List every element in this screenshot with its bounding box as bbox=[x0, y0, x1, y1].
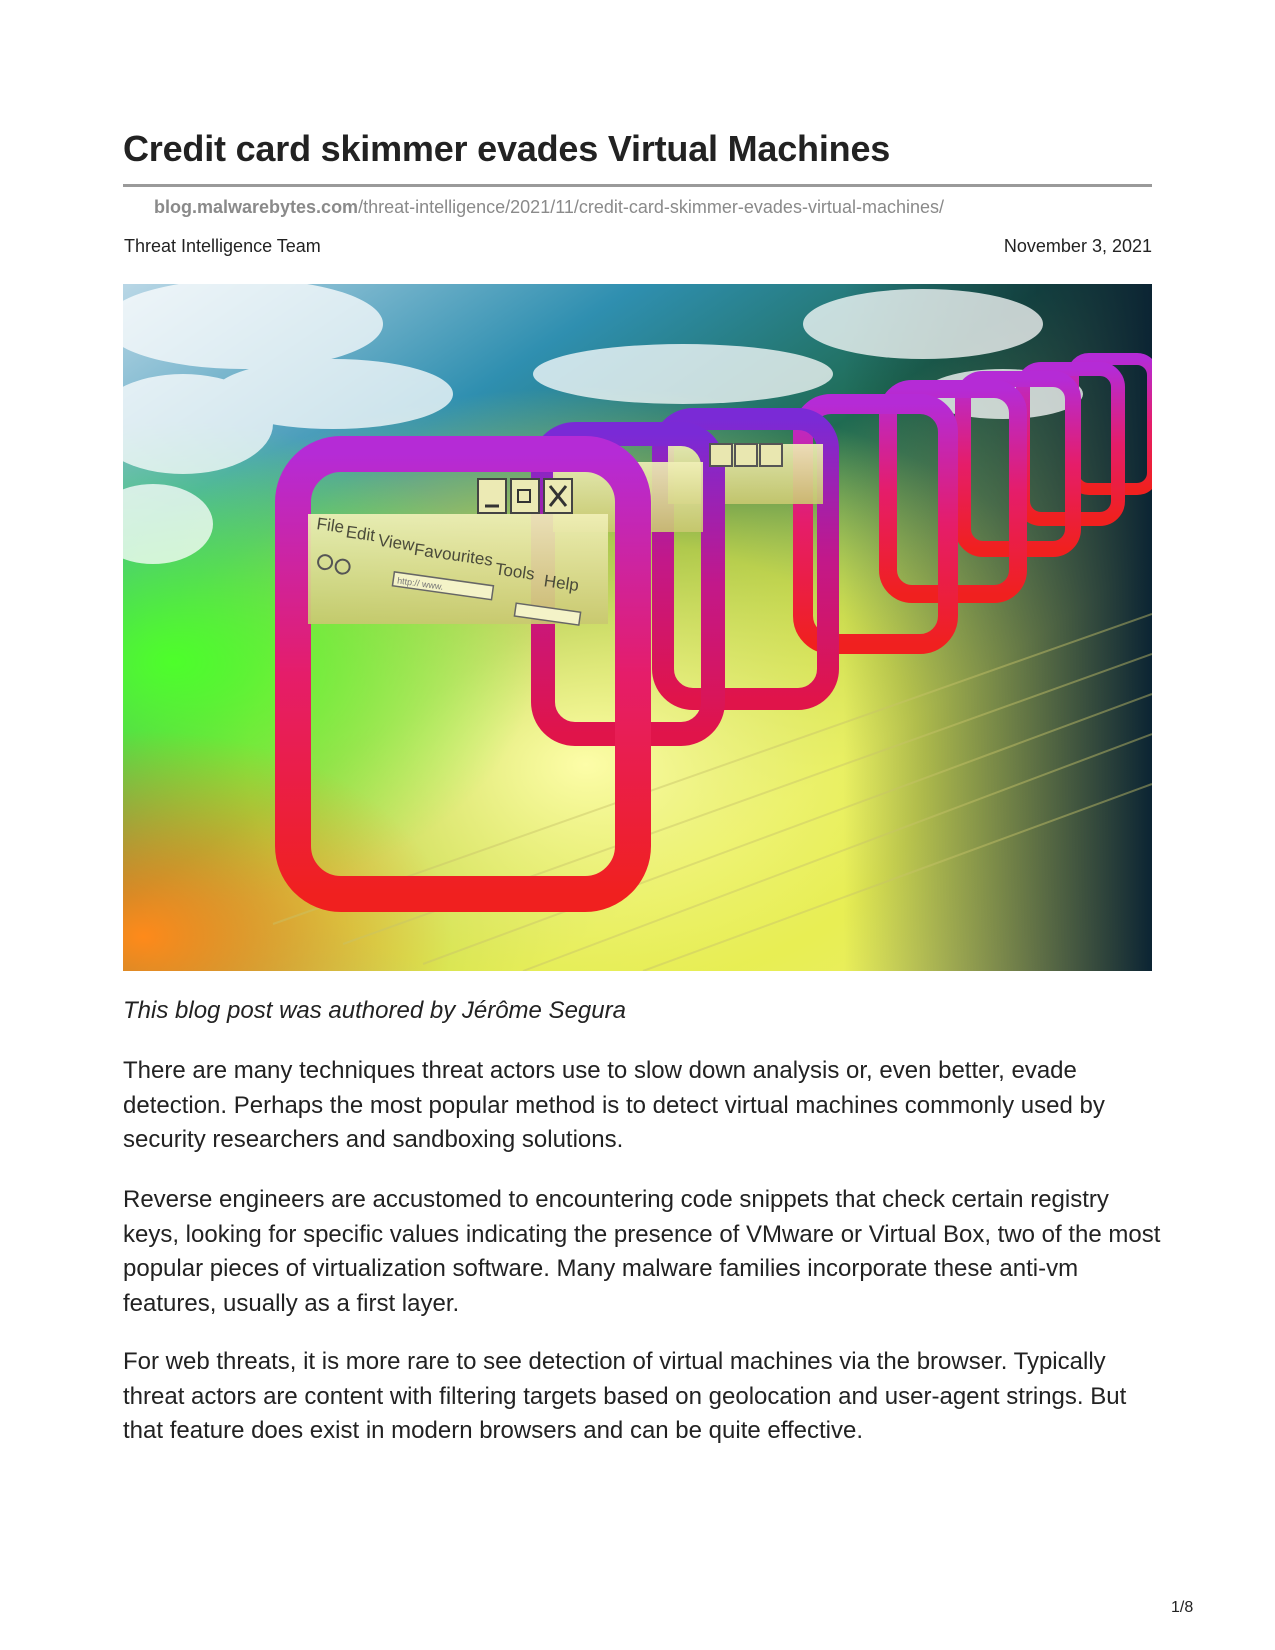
authored-by-note: This blog post was authored by Jérôme Segura bbox=[123, 997, 626, 1024]
author-name: Threat Intelligence Team bbox=[124, 236, 321, 256]
hero-menu-file: File bbox=[315, 514, 346, 537]
page-number: 1/8 bbox=[1171, 1599, 1194, 1616]
hero-menu-help: Help bbox=[542, 571, 581, 595]
article-title: Credit card skimmer evades Virtual Machines bbox=[123, 128, 891, 169]
title-divider bbox=[123, 184, 1152, 187]
hero-menu-tools: Tools bbox=[493, 559, 536, 584]
source-url[interactable] bbox=[154, 197, 944, 218]
hero-menu-view: View bbox=[376, 530, 416, 555]
hero-menu-edit: Edit bbox=[344, 522, 377, 546]
article-paragraph-3: For web threats, it is more rare to see detection of virtual machines via the browser. Typically threat actors are content with filtering targets based on geolocation and user-agent strings. But that feature does exist in modern browsers and can be quite effective. bbox=[123, 1348, 1127, 1444]
article-paragraph-2: Reverse engineers are accustomed to encountering code snippets that check certain registry keys, looking for specific values indicating the presence of VMware or Virtual Box, two of the most popular pieces of virtualization software. Many malware families incorporate these anti-vm features, usually as a first layer. bbox=[123, 1186, 1161, 1317]
source-url-domain[interactable]: blog.malwarebytes.com bbox=[154, 197, 359, 217]
publish-date: November 3, 2021 bbox=[1003, 236, 1152, 256]
hero-address-text: http:// www. bbox=[396, 575, 445, 592]
article-paragraph-1: There are many techniques threat actors use to slow down analysis or, even better, evade detection. Perhaps the most popular method is to detect virtual machines commonly used by security researchers and sandboxing solutions. bbox=[123, 1057, 1105, 1153]
hero-illustration bbox=[123, 284, 1152, 971]
hero-image bbox=[123, 284, 1152, 971]
hero-menu-favourites: Favourites bbox=[412, 539, 495, 570]
source-url-path[interactable]: /threat-intelligence/2021/11/credit-card-skimmer-evades-virtual-machines/ bbox=[358, 197, 944, 217]
